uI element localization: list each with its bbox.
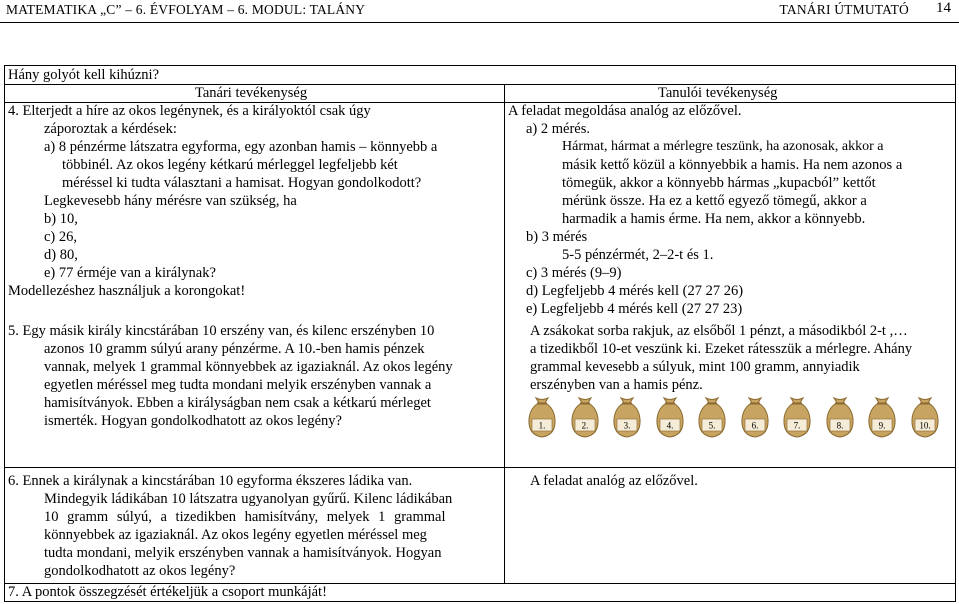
bag-label: 7. — [793, 420, 801, 431]
task5-answer-line: A zsákokat sorba rakjuk, az elsőből 1 pénzt, a másodikból 2-t ,… — [530, 323, 908, 339]
task5-answer-line: a tizedikből 10-et veszünk ki. Ezeket rátesszük a mérlegre. Ahány — [530, 341, 913, 357]
money-bag-icon — [866, 395, 898, 440]
header-right: TANÁRI ÚTMUTATÓ — [779, 2, 909, 17]
task4-answer-line: másik kettő közül a könnyebbik a hamis. Ha nem azonos a — [562, 157, 903, 173]
task6-line: 10 gramm súlyú, a tizedikben hamisítvány, melyek 1 grammal — [44, 509, 446, 525]
bag-label: 6. — [751, 420, 758, 431]
bag-label: 3. — [623, 420, 631, 431]
task5-line: vannak, melyek 1 grammal könnyebbek az igaziaknál. Az okos legény — [44, 359, 453, 375]
bag-label: 5. — [708, 420, 716, 431]
money-bag-icon — [611, 395, 643, 440]
page-header — [0, 0, 959, 23]
task6-line: tudta mondani, melyik erszényben vannak a hamisítványok. Hogyan — [44, 545, 442, 561]
task4-line: e) 77 érméje van a királynak? — [44, 265, 216, 281]
task5-line: hamisítványok. Ebben a királyságban nem csak a kétkarú mérleget — [44, 395, 431, 411]
task4-line: záporoztak a kérdések: — [44, 121, 177, 137]
teacher-column-header: Tanári tevékenység — [195, 85, 308, 101]
task4-line: c) 26, — [44, 229, 78, 245]
task4-line: többinél. Az okos legény kétkarú mérleggel legfeljebb két — [62, 157, 398, 173]
money-bag-icon — [781, 395, 813, 440]
task4-line: b) 10, — [44, 211, 78, 227]
task4-answer-line: d) Legfeljebb 4 mérés kell (27 27 26) — [526, 283, 744, 299]
task4-line: Legkevesebb hány mérésre van szükség, ha — [44, 193, 297, 209]
bag-label: 9. — [878, 420, 886, 431]
task4-line: 4. Elterjedt a híre az okos legénynek, és a királyoktól csak úgy — [8, 103, 371, 119]
task5-answer-line: grammal kevesebb a súlyuk, mint 100 gramm, annyiadik — [530, 359, 860, 375]
task7-text: 7. A pontok összegzését értékeljük a csoport munkáját! — [8, 584, 327, 600]
task6-answer: A feladat analóg az előzővel. — [530, 473, 698, 489]
bag-label: 10. — [918, 420, 931, 431]
task4-answer-line: b) 3 mérés — [526, 229, 588, 245]
task4-line: Modellezéshez használjuk a korongokat! — [8, 283, 246, 299]
task5-line: ismerték. Hogyan gondolkodhatott az okos legény? — [44, 413, 342, 429]
task5-line: azonos 10 gramm súlyú arany pénzérme. A 10.-ben hamis pénzek — [44, 341, 425, 357]
task4-line: méréssel ki tudta választani a hamisat. Hogyan gondolkodott? — [62, 175, 422, 191]
page-number: 14 — [936, 0, 951, 16]
money-bag-icon — [909, 395, 941, 440]
task4-answer-line: tömegük, akkor a könnyebb hármas „kupacból” kettőt — [562, 175, 876, 191]
header-left: MATEMATIKA „C” – 6. ÉVFOLYAM – 6. MODUL: TALÁNY — [6, 2, 366, 17]
section-title: Hány golyót kell kihúzni? — [8, 67, 160, 83]
task4-answer-line: a) 2 mérés. — [526, 121, 591, 137]
task4-answer-line: harmadik a hamis érme. Ha nem, akkor a könnyebb. — [562, 211, 866, 227]
money-bag-icon — [654, 395, 686, 440]
task4-answer-line: 5-5 pénzérmét, 2–2-t és 1. — [562, 247, 714, 263]
money-bag-icon — [526, 395, 558, 440]
bag-label: 8. — [836, 420, 843, 431]
bag-label: 4. — [666, 420, 673, 431]
task4-line: d) 80, — [44, 247, 78, 263]
money-bag-icon — [696, 395, 728, 440]
bag-label: 1. — [538, 420, 546, 431]
task4-line: a) 8 pénzérme látszatra egyforma, egy azonban hamis – könnyebb a — [44, 139, 438, 155]
task5-line: 5. Egy másik király kincstárában 10 erszény van, és kilenc erszényben 10 — [8, 323, 435, 339]
student-column-header: Tanulói tevékenység — [658, 85, 778, 101]
task4-answer-line: mérünk össze. Ha ez a kettő egyező tömegű, akkor a — [562, 193, 867, 209]
money-bags-illustration — [526, 395, 956, 440]
task6-line: könnyebbek az igaziaknál. Az okos legény egyetlen méréssel meg — [44, 527, 427, 543]
task4-answer-line: e) Legfeljebb 4 mérés kell (27 27 23) — [526, 301, 743, 317]
task5-answer-line: erszényben van a hamis pénz. — [530, 377, 703, 393]
task6-line: Mindegyik ládikában 10 látszatra ugyanolyan gyűrű. Kilenc ládikában — [44, 491, 453, 507]
task6-line: gondolkodhatott az okos legény? — [44, 563, 236, 579]
task4-answer-line: c) 3 mérés (9–9) — [526, 265, 622, 281]
money-bag-icon — [569, 395, 601, 440]
bag-label: 2. — [581, 420, 588, 431]
task5-line: egyetlen méréssel meg tudta mondani melyik erszényben vannak a — [44, 377, 432, 393]
task4-answer-line: A feladat megoldása analóg az előzővel. — [508, 103, 742, 119]
money-bag-icon — [739, 395, 771, 440]
money-bag-icon — [824, 395, 856, 440]
task4-answer-line: Hármat, hármat a mérlegre teszünk, ha azonosak, akkor a — [562, 139, 884, 154]
task6-line: 6. Ennek a királynak a kincstárában 10 egyforma ékszeres ládika van. — [8, 473, 413, 489]
